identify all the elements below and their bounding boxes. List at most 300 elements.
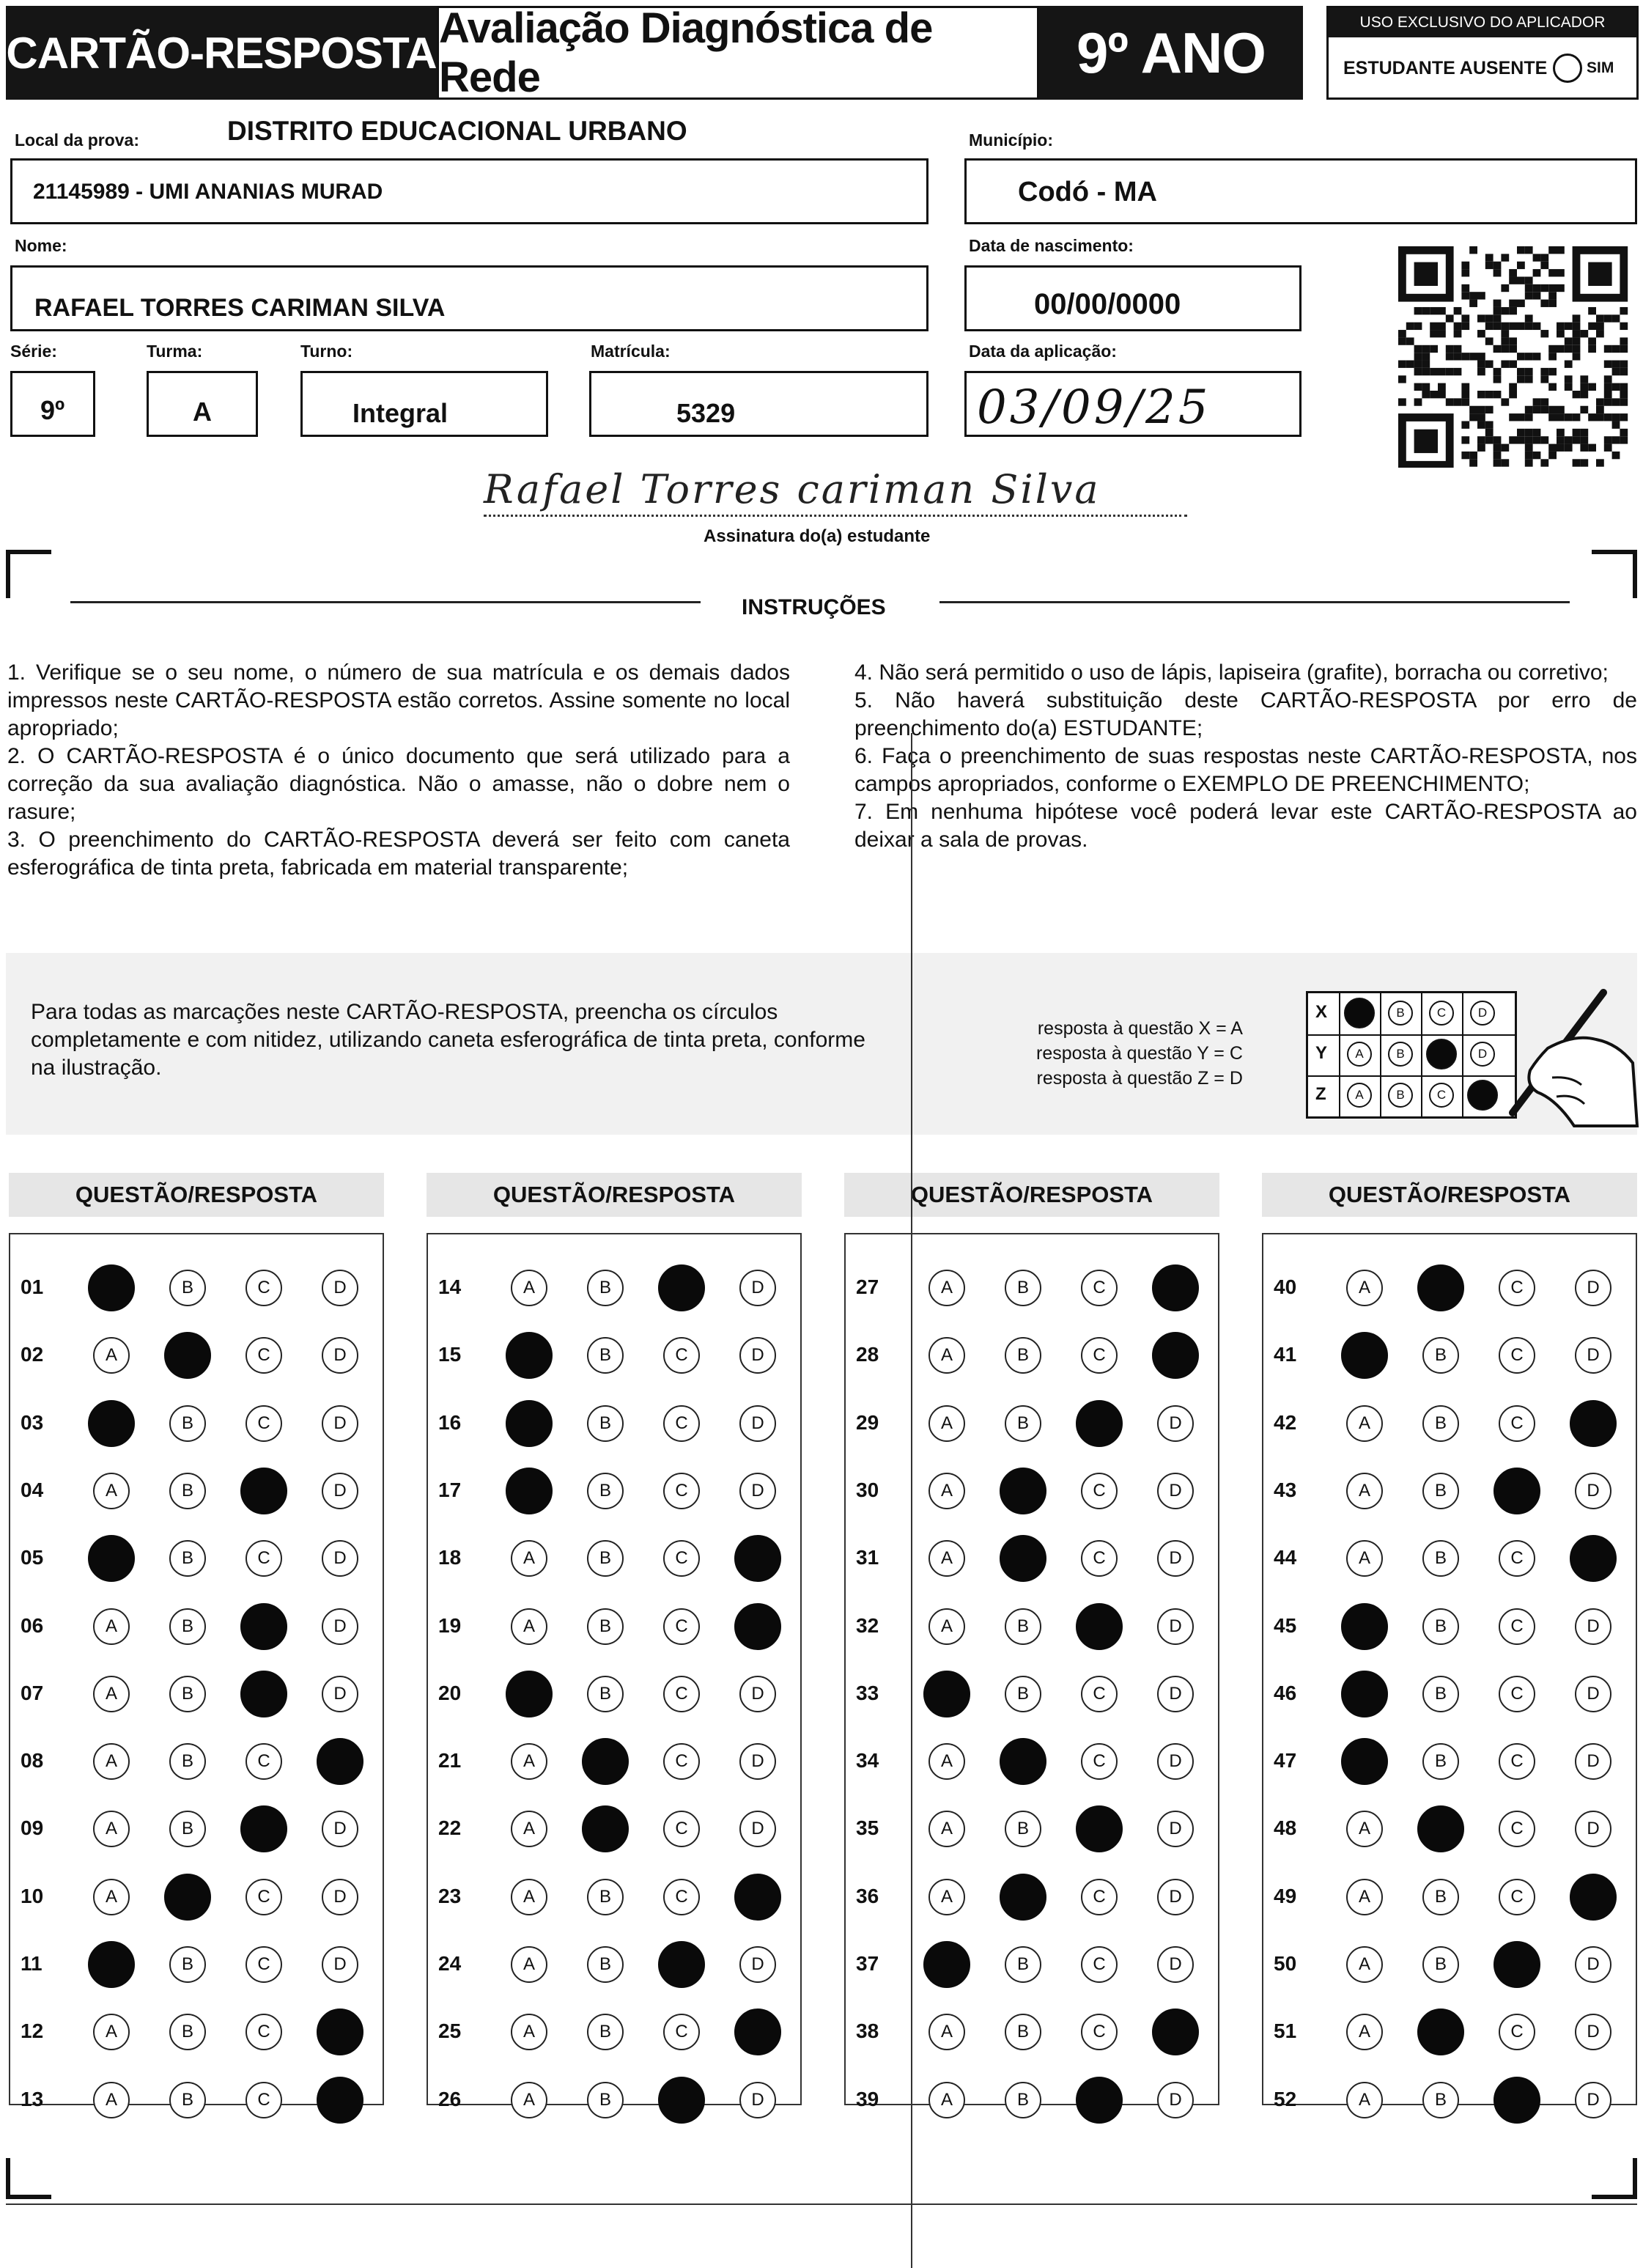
answer-bubble-a[interactable] — [506, 1332, 553, 1379]
question-number: 32 — [856, 1613, 879, 1637]
answer-bubble-c[interactable]: C — [663, 1337, 700, 1374]
answer-bubble-a[interactable] — [1341, 1671, 1388, 1717]
question-number: 04 — [21, 1478, 44, 1501]
answer-bubble-d[interactable] — [317, 2077, 363, 2124]
answer-bubble-b[interactable]: B — [587, 1676, 624, 1712]
answer-bubble-b[interactable]: B — [1005, 1811, 1041, 1847]
bottom-corner-left — [6, 2158, 51, 2199]
question-row — [10, 1876, 383, 1920]
answer-bubble-b[interactable]: B — [1005, 1676, 1041, 1712]
answer-bubble-c[interactable]: C — [1081, 1676, 1118, 1712]
answer-bubble-d[interactable]: D — [1575, 1811, 1611, 1847]
qr-code-graphic — [1398, 246, 1630, 468]
answer-bubble-d[interactable]: D — [1575, 1270, 1611, 1306]
answer-bubble-a[interactable]: A — [1346, 1879, 1383, 1915]
nome-label: Nome: — [15, 236, 67, 255]
answer-bubble-d[interactable]: D — [739, 2082, 776, 2118]
answer-bubble-a[interactable]: A — [93, 1473, 130, 1509]
answer-bubble-d[interactable]: D — [1575, 2082, 1611, 2118]
answer-bubble-a[interactable]: A — [93, 2082, 130, 2118]
answer-bubble-c[interactable]: C — [245, 2014, 282, 2050]
answer-bubble-d[interactable] — [734, 1535, 781, 1582]
answer-bubble-d[interactable]: D — [739, 1405, 776, 1442]
question-row — [1263, 1537, 1636, 1581]
instructions-right — [854, 659, 1637, 854]
question-row — [846, 1943, 1218, 1987]
answer-bubble-a[interactable] — [1341, 1603, 1388, 1650]
answer-bubble-a[interactable]: A — [928, 2014, 965, 2050]
question-number: 42 — [1274, 1410, 1297, 1434]
question-number: 37 — [856, 1952, 879, 1975]
answer-bubble-c[interactable] — [1494, 1468, 1540, 1514]
answer-bubble-a[interactable]: A — [1346, 2082, 1383, 2118]
absent-checkbox[interactable] — [1553, 54, 1582, 83]
answer-bubble-d[interactable]: D — [739, 1270, 776, 1306]
answer-bubble-d[interactable]: D — [322, 1676, 358, 1712]
answer-bubble-c[interactable] — [658, 1264, 705, 1311]
answer-bubble-b[interactable]: B — [587, 1879, 624, 1915]
example-row-label: Y — [1315, 1043, 1328, 1063]
answer-bubble-c[interactable]: C — [245, 1879, 282, 1915]
answer-bubble-c[interactable] — [1494, 2077, 1540, 2124]
answer-bubble-b[interactable]: B — [587, 1405, 624, 1442]
answer-bubble-d[interactable]: D — [739, 1676, 776, 1712]
answer-bubble-b[interactable] — [1000, 1874, 1046, 1921]
answer-bubble-d[interactable]: D — [739, 1946, 776, 1983]
answer-bubble-c[interactable]: C — [1081, 1946, 1118, 1983]
answer-bubble-d[interactable]: D — [322, 1608, 358, 1645]
answer-bubble-d[interactable]: D — [1157, 1946, 1194, 1983]
aplicacao-label: Data da aplicação: — [969, 342, 1117, 361]
answer-bubble-d[interactable] — [1570, 1535, 1617, 1582]
example-row-label: X — [1315, 1002, 1328, 1022]
bottom-rule — [6, 2203, 1637, 2205]
answer-bubble-c[interactable]: C — [663, 1405, 700, 1442]
answer-bubble-a[interactable]: A — [928, 1337, 965, 1374]
answer-bubble-a[interactable] — [506, 1400, 553, 1447]
answer-bubble-a[interactable]: A — [93, 1676, 130, 1712]
answer-bubble-c[interactable]: C — [245, 1270, 282, 1306]
grade-title — [1039, 6, 1303, 100]
answer-bubble-a[interactable] — [506, 1468, 553, 1514]
answer-bubble-c[interactable]: C — [663, 1473, 700, 1509]
answer-bubble-a[interactable]: A — [928, 1540, 965, 1577]
example-bubble-d: D — [1470, 1001, 1495, 1026]
question-number: 06 — [21, 1613, 44, 1637]
answer-bubble-c[interactable]: C — [663, 1676, 700, 1712]
answer-bubble-a[interactable]: A — [1346, 2014, 1383, 2050]
question-row — [428, 1334, 800, 1378]
answer-bubble-a[interactable]: A — [93, 1337, 130, 1374]
answer-bubble-a[interactable] — [88, 1535, 135, 1582]
answer-bubble-d[interactable]: D — [322, 1337, 358, 1374]
answer-bubble-b[interactable]: B — [1005, 1946, 1041, 1983]
question-number: 38 — [856, 2020, 879, 2043]
answer-bubble-a[interactable]: A — [928, 1879, 965, 1915]
answer-bubble-c[interactable] — [658, 2077, 705, 2124]
answer-bubble-d[interactable]: D — [322, 1946, 358, 1983]
question-row — [10, 1605, 383, 1649]
answer-bubble-b[interactable]: B — [169, 2014, 206, 2050]
answer-bubble-b[interactable]: B — [587, 1608, 624, 1645]
answer-bubble-b[interactable]: B — [1422, 1946, 1459, 1983]
answer-bubble-b[interactable] — [582, 1738, 629, 1785]
answer-bubble-d[interactable]: D — [322, 1270, 358, 1306]
answer-bubble-b[interactable] — [1417, 2009, 1464, 2055]
card-title — [6, 6, 437, 100]
answer-bubble-d[interactable]: D — [1157, 1676, 1194, 1712]
example-cell-divider — [1339, 1034, 1340, 1075]
answer-bubble-b[interactable]: B — [587, 1946, 624, 1983]
question-number: 46 — [1274, 1681, 1297, 1704]
answer-bubble-c[interactable]: C — [1081, 1879, 1118, 1915]
answer-bubble-a[interactable]: A — [93, 1743, 130, 1780]
question-row — [10, 1402, 383, 1446]
answer-bubble-a[interactable]: A — [928, 1405, 965, 1442]
answer-bubble-a[interactable] — [923, 1941, 970, 1988]
answer-bubble-b[interactable]: B — [1422, 1608, 1459, 1645]
question-number: 08 — [21, 1749, 44, 1772]
answer-bubble-b[interactable]: B — [169, 1608, 206, 1645]
answer-bubble-d[interactable] — [1152, 1332, 1199, 1379]
question-row — [1263, 1402, 1636, 1446]
answer-bubble-d[interactable]: D — [739, 1743, 776, 1780]
answer-bubble-d[interactable]: D — [1575, 1473, 1611, 1509]
answer-bubble-c[interactable]: C — [663, 1811, 700, 1847]
answer-bubble-c[interactable]: C — [1081, 1743, 1118, 1780]
example-grid — [1306, 991, 1517, 1119]
serie-label: Série: — [10, 342, 57, 361]
answer-bubble-d[interactable]: D — [1575, 1676, 1611, 1712]
answer-bubble-a[interactable]: A — [511, 1879, 547, 1915]
answer-bubble-b[interactable]: B — [1005, 1608, 1041, 1645]
answer-bubble-d[interactable]: D — [1157, 1743, 1194, 1780]
nascimento-label: Data de nascimento: — [969, 236, 1134, 255]
answer-bubble-b[interactable]: B — [587, 1337, 624, 1374]
answer-bubble-b[interactable] — [1000, 1468, 1046, 1514]
example-row-label: Z — [1315, 1084, 1326, 1104]
question-number: 49 — [1274, 1884, 1297, 1907]
answer-bubble-d[interactable]: D — [739, 1811, 776, 1847]
answer-bubble-b[interactable]: B — [1005, 1405, 1041, 1442]
answer-bubble-a[interactable]: A — [511, 1608, 547, 1645]
answer-column-4 — [1262, 1233, 1637, 2110]
answer-bubble-a[interactable]: A — [928, 1473, 965, 1509]
answer-bubble-a[interactable]: A — [93, 2014, 130, 2050]
answer-bubble-a[interactable]: A — [511, 2014, 547, 2050]
applicator-box — [1326, 6, 1639, 100]
answer-bubble-b[interactable]: B — [1422, 2082, 1459, 2118]
answer-bubble-b[interactable]: B — [587, 1540, 624, 1577]
answer-bubble-a[interactable]: A — [511, 1540, 547, 1577]
answer-bubble-b[interactable]: B — [169, 1743, 206, 1780]
example-bubble-c — [1426, 1039, 1457, 1069]
instruction-3: 3. O preenchimento do CARTÃO-RESPOSTA deverá ser feito com caneta esferográfica de tinta preta, fabricada em material transparente; — [7, 828, 790, 880]
question-number: 28 — [856, 1343, 879, 1366]
turma-value: A — [193, 397, 212, 427]
question-row — [1263, 1740, 1636, 1784]
signature-handwritten: Rafael Torres cariman Silva — [484, 466, 1101, 512]
question-number: 20 — [438, 1681, 462, 1704]
instructions-corner-left — [6, 550, 51, 598]
answer-bubble-c[interactable]: C — [663, 1879, 700, 1915]
answer-bubble-c[interactable]: C — [663, 2014, 700, 2050]
answer-bubble-b[interactable]: B — [1422, 1405, 1459, 1442]
answer-bubble-a[interactable]: A — [511, 2082, 547, 2118]
question-number: 11 — [21, 1952, 43, 1975]
answer-bubble-c[interactable]: C — [1499, 1811, 1535, 1847]
answer-bubble-b[interactable] — [164, 1874, 211, 1921]
answer-bubble-b[interactable]: B — [587, 2014, 624, 2050]
answer-bubble-b[interactable]: B — [1422, 1473, 1459, 1509]
answer-bubble-d[interactable] — [1152, 2009, 1199, 2055]
instructions-left — [7, 659, 790, 882]
question-row — [428, 1605, 800, 1649]
answer-bubble-a[interactable]: A — [928, 1811, 965, 1847]
answer-bubble-d[interactable]: D — [1575, 2014, 1611, 2050]
example-cell-divider — [1462, 1075, 1463, 1116]
answer-bubble-d[interactable]: D — [322, 1879, 358, 1915]
signature-label: Assinatura do(a) estudante — [704, 526, 931, 546]
answer-bubble-c[interactable]: C — [245, 1337, 282, 1374]
answer-bubble-a[interactable] — [1341, 1332, 1388, 1379]
answer-bubble-b[interactable]: B — [169, 1270, 206, 1306]
answer-bubble-a[interactable]: A — [928, 1270, 965, 1306]
answer-bubble-c[interactable]: C — [1081, 1540, 1118, 1577]
answer-bubble-a[interactable]: A — [93, 1879, 130, 1915]
instructions-rule-right — [939, 601, 1570, 603]
example-bubble-b: B — [1388, 1001, 1413, 1026]
example-cell-divider — [1380, 993, 1381, 1034]
answer-bubble-b[interactable]: B — [1422, 1743, 1459, 1780]
answer-bubble-d[interactable] — [1570, 1400, 1617, 1447]
instructions-corner-right — [1592, 550, 1637, 598]
answer-bubble-c[interactable]: C — [1499, 1676, 1535, 1712]
question-number: 39 — [856, 2087, 879, 2110]
answer-bubble-c[interactable] — [1076, 1603, 1123, 1650]
question-number: 15 — [438, 1343, 462, 1366]
answer-bubble-a[interactable]: A — [93, 1811, 130, 1847]
answer-bubble-c[interactable] — [240, 1468, 287, 1514]
question-row — [1263, 1876, 1636, 1920]
question-number: 26 — [438, 2087, 462, 2110]
answer-bubble-c[interactable] — [240, 1603, 287, 1650]
question-row — [846, 1876, 1218, 1920]
answer-bubble-c[interactable]: C — [245, 1946, 282, 1983]
answer-bubble-c[interactable]: C — [1499, 1405, 1535, 1442]
answer-bubble-b[interactable]: B — [1005, 2014, 1041, 2050]
answer-bubble-a[interactable]: A — [1346, 1540, 1383, 1577]
question-row — [10, 1808, 383, 1852]
answer-bubble-c[interactable]: C — [663, 1743, 700, 1780]
answer-bubble-d[interactable]: D — [739, 1337, 776, 1374]
answer-bubble-a[interactable]: A — [511, 1946, 547, 1983]
question-number: 33 — [856, 1681, 879, 1704]
answer-bubble-d[interactable]: D — [1157, 2082, 1194, 2118]
answer-bubble-c[interactable]: C — [1081, 1337, 1118, 1374]
answer-bubble-b[interactable]: B — [587, 1473, 624, 1509]
answer-bubble-d[interactable]: D — [322, 1811, 358, 1847]
answer-bubble-b[interactable] — [1000, 1535, 1046, 1582]
answer-bubble-c[interactable]: C — [1499, 1270, 1535, 1306]
question-number: 02 — [21, 1343, 44, 1366]
answer-bubble-d[interactable]: D — [1575, 1946, 1611, 1983]
answer-bubble-a[interactable] — [1341, 1738, 1388, 1785]
answer-bubble-d[interactable]: D — [1575, 1337, 1611, 1374]
answer-bubble-c[interactable]: C — [1499, 1743, 1535, 1780]
example-lines — [1036, 1016, 1243, 1091]
answer-bubble-b[interactable]: B — [1005, 1337, 1041, 1374]
answer-bubble-b[interactable]: B — [587, 1270, 624, 1306]
question-row — [428, 1943, 800, 1987]
answer-bubble-a[interactable]: A — [928, 2082, 965, 2118]
answer-bubble-b[interactable]: B — [1005, 2082, 1041, 2118]
answer-column-2 — [427, 1233, 802, 2110]
answer-bubble-a[interactable] — [88, 1264, 135, 1311]
answer-bubble-b[interactable]: B — [169, 1540, 206, 1577]
answer-bubble-d[interactable] — [1570, 1874, 1617, 1921]
example-bubble-b: B — [1388, 1083, 1413, 1108]
question-number: 51 — [1274, 2020, 1297, 2043]
answer-bubble-a[interactable]: A — [511, 1811, 547, 1847]
answer-bubble-b[interactable]: B — [169, 1473, 206, 1509]
answer-bubble-b[interactable] — [1417, 1264, 1464, 1311]
answer-bubble-c[interactable] — [1076, 2077, 1123, 2124]
example-cell-divider — [1462, 993, 1463, 1034]
answer-bubble-c[interactable] — [1494, 1941, 1540, 1988]
answer-bubble-a[interactable]: A — [511, 1270, 547, 1306]
applicator-label: USO EXCLUSIVO DO APLICADOR — [1329, 8, 1636, 37]
answer-bubble-b[interactable]: B — [1422, 1676, 1459, 1712]
answer-bubble-c[interactable]: C — [1081, 1473, 1118, 1509]
absent-label: ESTUDANTE AUSENTE — [1343, 58, 1548, 78]
answer-bubble-a[interactable] — [88, 1400, 135, 1447]
answer-bubble-d[interactable]: D — [1157, 1879, 1194, 1915]
card-title-text: CARTÃO-RESPOSTA — [6, 28, 437, 78]
answer-bubble-d[interactable]: D — [739, 1473, 776, 1509]
answer-bubble-b[interactable] — [164, 1332, 211, 1379]
answer-bubble-c[interactable]: C — [663, 1608, 700, 1645]
answer-bubble-b[interactable]: B — [1422, 1540, 1459, 1577]
answer-bubble-c[interactable]: C — [245, 2082, 282, 2118]
answer-bubble-c[interactable]: C — [1499, 1608, 1535, 1645]
exam-title — [437, 6, 1039, 100]
matricula-field — [589, 371, 928, 437]
answer-bubble-a[interactable] — [88, 1941, 135, 1988]
answer-bubble-b[interactable]: B — [1005, 1270, 1041, 1306]
answer-bubble-d[interactable]: D — [322, 1405, 358, 1442]
question-row — [846, 1740, 1218, 1784]
answer-bubble-d[interactable] — [734, 1603, 781, 1650]
answer-bubble-d[interactable]: D — [1575, 1743, 1611, 1780]
answer-bubble-b[interactable]: B — [587, 2082, 624, 2118]
instruction-7: 7. Em nenhuma hipótese você poderá levar este CARTÃO-RESPOSTA ao deixar a sala de provas. — [854, 800, 1637, 852]
answer-bubble-d[interactable]: D — [1157, 1540, 1194, 1577]
answer-bubble-b[interactable] — [1000, 1738, 1046, 1785]
answer-bubble-c[interactable] — [1076, 1805, 1123, 1852]
question-number: 14 — [438, 1275, 462, 1298]
answer-bubble-c[interactable]: C — [245, 1405, 282, 1442]
answer-bubble-a[interactable]: A — [1346, 1405, 1383, 1442]
answer-bubble-c[interactable]: C — [1081, 2014, 1118, 2050]
answer-bubble-d[interactable]: D — [1575, 1608, 1611, 1645]
answer-bubble-c[interactable] — [240, 1671, 287, 1717]
answer-bubble-b[interactable]: B — [169, 1946, 206, 1983]
answer-bubble-d[interactable]: D — [322, 1540, 358, 1577]
example-line-x: resposta à questão X = A — [1037, 1018, 1243, 1039]
answer-bubble-a[interactable]: A — [511, 1743, 547, 1780]
answer-bubble-a[interactable]: A — [1346, 1473, 1383, 1509]
question-number: 13 — [21, 2087, 44, 2110]
answer-bubble-d[interactable]: D — [322, 1473, 358, 1509]
answer-column-1 — [9, 1233, 384, 2110]
answer-bubble-c[interactable] — [1076, 1400, 1123, 1447]
answer-bubble-c[interactable] — [240, 1805, 287, 1852]
answer-bubble-c[interactable]: C — [1499, 2014, 1535, 2050]
answer-bubble-c[interactable]: C — [1499, 1337, 1535, 1374]
answer-bubble-b[interactable]: B — [169, 2082, 206, 2118]
answer-bubble-c[interactable]: C — [245, 1540, 282, 1577]
answer-bubble-c[interactable]: C — [1081, 1270, 1118, 1306]
answer-bubble-a[interactable]: A — [1346, 1270, 1383, 1306]
answer-bubble-c[interactable] — [658, 1941, 705, 1988]
question-number: 22 — [438, 1816, 462, 1840]
answer-bubble-a[interactable] — [923, 1671, 970, 1717]
answer-bubble-c[interactable]: C — [663, 1540, 700, 1577]
answer-bubble-b[interactable]: B — [169, 1676, 206, 1712]
answer-bubble-b[interactable] — [1417, 1805, 1464, 1852]
answer-bubble-b[interactable]: B — [169, 1405, 206, 1442]
question-header-1: QUESTÃO/RESPOSTA — [9, 1173, 384, 1217]
grade-title-text: 9º ANO — [1077, 20, 1266, 85]
answer-bubble-b[interactable]: B — [1422, 1879, 1459, 1915]
answer-bubble-c[interactable]: C — [245, 1743, 282, 1780]
answer-bubble-c[interactable]: C — [1499, 1540, 1535, 1577]
answer-bubble-b[interactable]: B — [169, 1811, 206, 1847]
answer-bubble-d[interactable]: D — [1157, 1608, 1194, 1645]
question-row — [1263, 2011, 1636, 2055]
question-row — [428, 2011, 800, 2055]
answer-bubble-d[interactable]: D — [1157, 1811, 1194, 1847]
answer-bubble-a[interactable]: A — [928, 1743, 965, 1780]
answer-bubble-a[interactable]: A — [1346, 1946, 1383, 1983]
answer-bubble-a[interactable] — [506, 1671, 553, 1717]
answer-bubble-a[interactable]: A — [1346, 1811, 1383, 1847]
question-row — [846, 1334, 1218, 1378]
answer-bubble-a[interactable]: A — [93, 1608, 130, 1645]
question-row — [10, 1470, 383, 1514]
answer-bubble-d[interactable] — [734, 2009, 781, 2055]
turno-value: Integral — [352, 398, 448, 428]
nome-field — [10, 265, 928, 331]
answer-bubble-c[interactable]: C — [1499, 1879, 1535, 1915]
answer-bubble-d[interactable] — [1152, 1264, 1199, 1311]
question-row — [428, 1402, 800, 1446]
question-number: 41 — [1274, 1343, 1297, 1366]
answer-bubble-a[interactable]: A — [928, 1608, 965, 1645]
answer-bubble-d[interactable]: D — [1157, 1405, 1194, 1442]
answer-bubble-d[interactable] — [317, 1738, 363, 1785]
example-cell-divider — [1380, 1075, 1381, 1116]
answer-bubble-b[interactable] — [582, 1805, 629, 1852]
school-value: 21145989 - UMI ANANIAS MURAD — [33, 180, 383, 204]
answer-bubble-d[interactable] — [734, 1874, 781, 1921]
answer-bubble-d[interactable] — [317, 2009, 363, 2055]
answer-bubble-b[interactable]: B — [1422, 1337, 1459, 1374]
instruction-5: 5. Não haverá substituição deste CARTÃO-RESPOSTA por erro de preenchimento do(a) ESTUDANTE; — [854, 688, 1637, 740]
answer-bubble-d[interactable]: D — [1157, 1473, 1194, 1509]
question-number: 01 — [21, 1275, 44, 1298]
